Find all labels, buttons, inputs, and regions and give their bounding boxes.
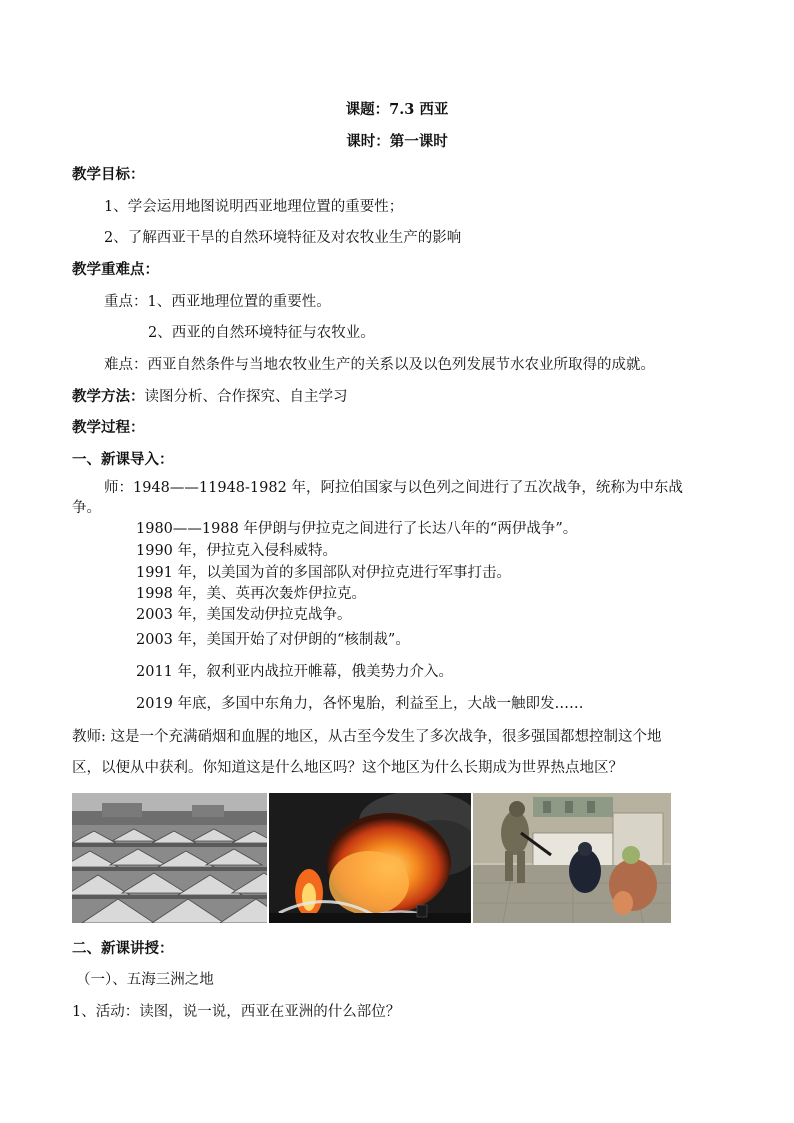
key-point-2: 2、西亚的自然环境特征与农牧业。 bbox=[148, 325, 375, 341]
methods-text: 读图分析、合作探究、自主学习 bbox=[144, 389, 348, 405]
event-item: 1990 年，伊拉克入侵科威特。 bbox=[136, 543, 338, 559]
methods-line bbox=[72, 387, 348, 407]
teacher-question-line: 区，以便从中获利。你知道这是什么地区吗？这个地区为什么长期成为世界热点地区？ bbox=[72, 760, 623, 776]
objective-item: 2、了解西亚干旱的自然环境特征及对农牧业生产的影响 bbox=[104, 230, 462, 246]
objective-item: 1、学会运用地图说明西亚地理位置的重要性； bbox=[104, 199, 404, 215]
teacher-intro-line: 争。 bbox=[72, 500, 101, 516]
event-item: 2011 年，叙利亚内战拉开帷幕，俄美势力介入。 bbox=[136, 664, 454, 680]
event-item: 2003 年，美国发动伊拉克战争。 bbox=[136, 607, 352, 623]
event-item: 1991 年，以美国为首的多国部队对伊拉克进行军事打击。 bbox=[136, 565, 512, 581]
event-item: 1998 年，美、英再次轰炸伊拉克。 bbox=[136, 586, 367, 602]
objectives-heading: 教学目标： bbox=[72, 166, 145, 183]
intro-heading: 一、新课导入： bbox=[72, 451, 174, 468]
difficulty-point: 难点：西亚自然条件与当地农牧业生产的关系以及以色列发展节水农业所取得的成就。 bbox=[104, 357, 655, 373]
lesson-title: 课题：7.3 西亚 bbox=[345, 101, 449, 118]
teacher-question-line: 教师: 这是一个充满硝烟和血腥的地区，从古至今发生了多次战争，很多强国都想控制这个地 bbox=[72, 729, 662, 745]
key-points-heading: 教学重难点： bbox=[72, 261, 159, 278]
oil-fire-photo bbox=[269, 793, 471, 923]
event-item: 1980——1988 年伊朗与伊拉克之间进行了长达八年的“两伊战争”。 bbox=[136, 521, 578, 537]
activity-line: 1、活动：读图，说一说，西亚在亚洲的什么部位？ bbox=[72, 1004, 401, 1020]
event-item: 2019 年底，多国中东角力，各怀鬼胎，利益至上，大战一触即发…… bbox=[136, 696, 584, 712]
methods-heading: 教学方法： bbox=[72, 388, 145, 405]
teacher-intro-line: 师：1948——11948-1982 年，阿拉伯国家与以色列之间进行了五次战争，统称为中东战 bbox=[104, 480, 683, 496]
soldier-home-photo bbox=[473, 793, 671, 923]
lecture-heading: 二、新课讲授： bbox=[72, 940, 174, 957]
event-item: 2003 年，美国开始了对伊朗的“核制裁”。 bbox=[136, 632, 410, 648]
key-point-1: 重点：1、西亚地理位置的重要性。 bbox=[104, 294, 331, 310]
lesson-period: 课时：第一课时 bbox=[346, 133, 448, 150]
process-heading: 教学过程： bbox=[72, 419, 145, 436]
tent-camp-photo bbox=[72, 793, 267, 923]
subsection-heading: （一）、五海三洲之地 bbox=[76, 972, 214, 988]
